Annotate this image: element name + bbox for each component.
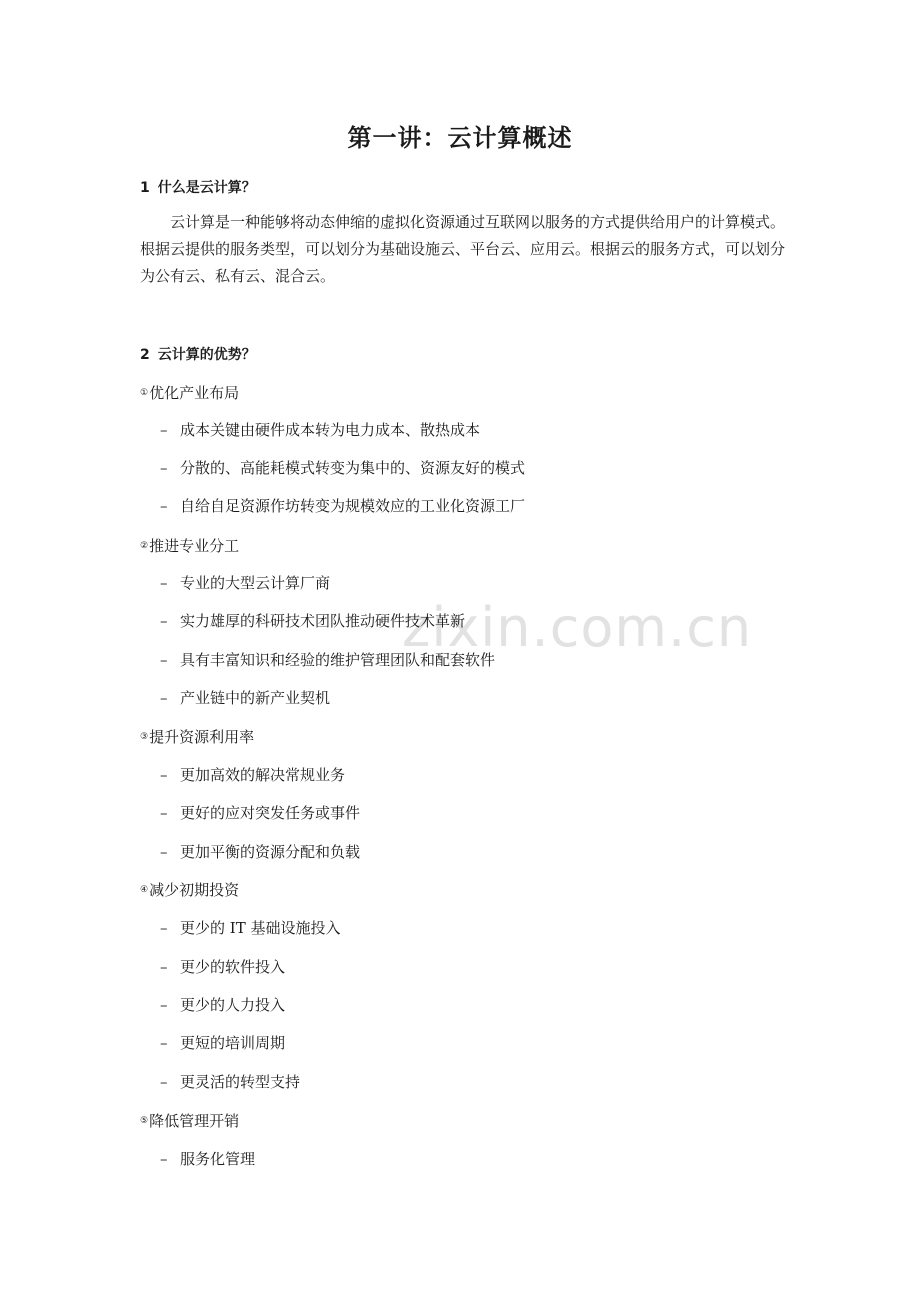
- list-item-text: 更加高效的解决常规业务: [180, 766, 346, 784]
- dash-bullet: –: [160, 421, 168, 439]
- section-heading-2: [140, 344, 256, 364]
- group-label-5: [140, 1111, 239, 1131]
- list-item: [160, 688, 330, 708]
- dash-bullet: –: [160, 651, 168, 669]
- list-item-text: 更加平衡的资源分配和负载: [180, 843, 361, 861]
- dash-bullet: –: [160, 1073, 168, 1091]
- dash-bullet: –: [160, 497, 168, 515]
- list-item: [160, 496, 525, 516]
- list-item-text: 服务化管理: [180, 1150, 256, 1168]
- dash-bullet: –: [160, 1150, 168, 1168]
- dash-bullet: –: [160, 958, 168, 976]
- dash-bullet: –: [160, 766, 168, 784]
- list-item-text: 更灵活的转型支持: [180, 1073, 301, 1091]
- dash-bullet: –: [160, 689, 168, 707]
- group-title: 优化产业布局: [149, 384, 240, 402]
- list-item: [160, 765, 345, 785]
- list-item: [160, 650, 495, 670]
- page-title: 第一讲：云计算概述: [347, 123, 573, 152]
- list-item: [160, 573, 330, 593]
- group-title: 降低管理开销: [149, 1112, 240, 1130]
- dash-bullet: –: [160, 574, 168, 592]
- section-heading-1: [140, 177, 256, 197]
- group-marker: ①: [140, 388, 149, 398]
- list-item: [160, 995, 285, 1015]
- list-item: [160, 611, 465, 631]
- list-item: [160, 842, 360, 862]
- list-item-text: 分散的、高能耗模式转变为集中的、资源友好的模式: [180, 459, 526, 477]
- list-item-text: 更短的培训周期: [180, 1034, 286, 1052]
- dash-bullet: –: [160, 804, 168, 822]
- group-title: 减少初期投资: [149, 881, 240, 899]
- dash-bullet: –: [160, 919, 168, 937]
- list-item: [160, 957, 285, 977]
- group-label-1: [140, 383, 239, 403]
- section-number: 1: [140, 180, 150, 196]
- list-item-text: 更好的应对突发任务或事件: [180, 804, 361, 822]
- list-item: [160, 458, 525, 478]
- list-item-text: 更少的软件投入: [180, 958, 286, 976]
- dash-bullet: –: [160, 996, 168, 1014]
- group-label-2: [140, 536, 239, 556]
- list-item: [160, 1033, 285, 1053]
- list-item-text: 产业链中的新产业契机: [180, 689, 331, 707]
- list-item: [160, 420, 480, 440]
- dash-bullet: –: [160, 612, 168, 630]
- list-item: [160, 1072, 300, 1092]
- group-marker: ⑤: [140, 1116, 149, 1126]
- list-item: [160, 918, 340, 938]
- list-item-text: 更少的 IT 基础设施投入: [180, 919, 341, 937]
- dash-bullet: –: [160, 459, 168, 477]
- group-marker: ④: [140, 885, 149, 895]
- list-item-text: 具有丰富知识和经验的维护管理团队和配套软件: [180, 651, 496, 669]
- group-label-4: [140, 880, 239, 900]
- watermark: zixin.com.cn: [402, 596, 753, 659]
- list-item-text: 自给自足资源作坊转变为规模效应的工业化资源工厂: [180, 497, 526, 515]
- list-item-text: 实力雄厚的科研技术团队推动硬件技术革新: [180, 612, 466, 630]
- group-title: 推进专业分工: [149, 537, 240, 555]
- section-title: 什么是云计算？: [157, 180, 256, 196]
- list-item-text: 更少的人力投入: [180, 996, 286, 1014]
- list-item-text: 成本关键由硬件成本转为电力成本、散热成本: [180, 421, 481, 439]
- list-item: [160, 803, 360, 823]
- group-label-3: [140, 727, 254, 747]
- section-title: 云计算的优势？: [157, 347, 256, 363]
- group-title: 提升资源利用率: [149, 728, 255, 746]
- dash-bullet: –: [160, 1034, 168, 1052]
- list-item-text: 专业的大型云计算厂商: [180, 574, 331, 592]
- section-paragraph-1: 云计算是一种能够将动态伸缩的虚拟化资源通过互联网以服务的方式提供给用户的计算模式。根据云提供的服务类型，可以划分为基础设施云、平台云、应用云。根据云的服务方式，可以划分为公有云、私有云、混合云。: [140, 213, 786, 285]
- group-marker: ③: [140, 732, 149, 742]
- section-number: 2: [140, 347, 150, 363]
- list-item: [160, 1149, 255, 1169]
- dash-bullet: –: [160, 843, 168, 861]
- group-marker: ②: [140, 541, 149, 551]
